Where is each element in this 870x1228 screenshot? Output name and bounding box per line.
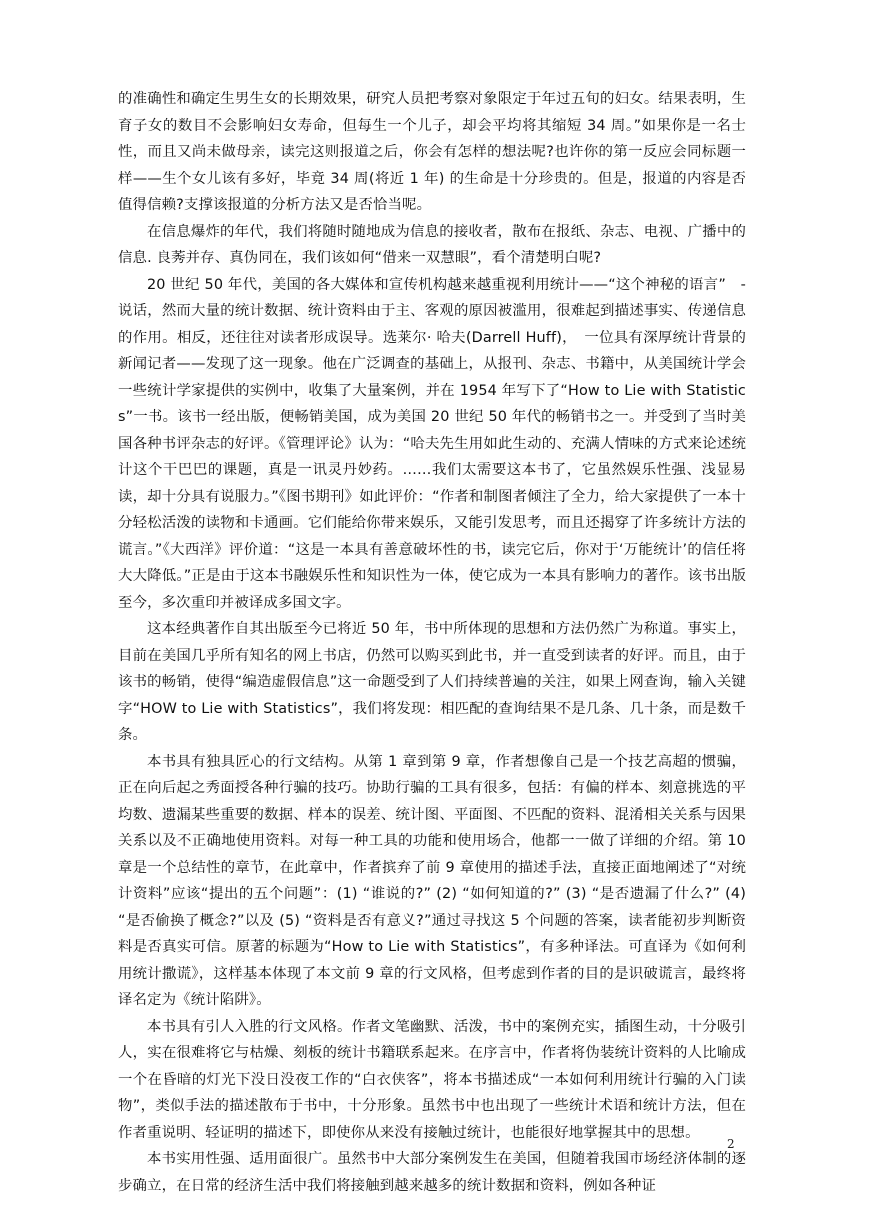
- paragraph-book-history: 20 世纪 50 年代，美国的各大媒体和宣传机构越来越重视利用统计——“这个神秘的语言” -说话，然而大量的统计数据、统计资料由于主、客观的原因被滥用，很难起到描述事实、传递信息的作用。相反，还往往对读者形成误导。选莱尔· 哈夫(Darrell Huff)， 一位具有深厚统计背景的新闻记者——发现了这一现象。他在广泛调查的基础上，从报刊、杂志、书籍中，从美国统计学会一些统计学家提供的实例中，收集了大量案例，并在 1954 年写下了“How to Lie with Statistics”一书。该书一经出版，便畅销美国，成为美国 20 世纪 50 年代的畅销书之一。并受到了当时美国各种书评杂志的好评。《管理评论》认为：“哈夫先生用如此生动的、充满人情味的方式来论述统计这个干巴巴的课题，真是一讯灵丹妙药。……我们太需要这本书了，它虽然娱乐性强、浅显易读，却十分具有说服力。”《图书期刊》如此评价：“作者和制图者倾注了全力，给大家提供了一本十分轻松活泼的读物和卡通画。它们能给你带来娱乐，又能引发思考，而且还揭穿了许多统计方法的谎言。”《大西洋》评价道：“这是一本具有善意破坏性的书，读完它后，你对于‘万能统计’的信任将大大降低。”正是由于这本书融娱乐性和知识性为一体，使它成为一本具有影响力的著作。该书出版至今，多次重印并被译成多国文字。: [118, 276, 746, 611]
- paragraph-book-practicality: 本书实用性强、适用面很广。虽然书中大部分案例发生在美国，但随着我国市场经济体制的逐步确立，在日常的经济生活中我们将接触到越来越多的统计数据和资料，例如各种证: [118, 1151, 746, 1194]
- paragraph-continuation: 的准确性和确定生男生女的长期效果，研究人员把考察对象限定于年过五旬的妇女。结果表明，生育子女的数目不会影响妇女寿命，但每生一个儿子，却会平均将其缩短 34 周。”如果你是一名士性，而且又尚未做母亲，读完这则报道之后，你会有怎样的想法呢?也许你的第一反应会同标题一样——生个女儿该有多好，毕竟 34 周(将近 1 年) 的生命是十分珍贵的。但是，报道的内容是否值得信赖?支撑该报道的分析方法又是否恰当呢。: [118, 91, 746, 213]
- paragraph-book-structure: 本书具有独具匠心的行文结构。从第 1 章到第 9 章，作者想像自己是一个技艺高超的惯骗，正在向后起之秀面授各种行骗的技巧。协助行骗的工具有很多，包括：有偏的样本、刻意挑选的平均数、遗漏某些重要的数据、样本的误差、统计图、平面图、不匹配的资料、混淆相关关系与因果关系以及不正确地使用资料。对每一种工具的功能和使用场合，他都一一做了详细的介绍。第 10 章是一个总结性的章节，在此章中，作者摈弃了前 9 章使用的描述手法，直接正面地阐述了“对统计资料”应该“提出的五个问题”：(1) “谁说的?” (2) “如何知道的?” (3) “是否遗漏了什么?” (4) “是否偷换了概念?”以及 (5) “资料是否有意义?”通过寻找这 5 个问题的答案，读者能初步判断资料是否真实可信。原著的标题为“How to Lie with Statistics”，有多种译法。可直译为《如何利用统计撒谎》，这样基本体现了本文前 9 章的行文风格，但考虑到作者的目的是识破谎言，最终将译名定为《统计陷阱》。: [118, 753, 746, 1008]
- paragraph-book-style: 本书具有引人入胜的行文风格。作者文笔幽默、活泼，书中的案例充实，插图生动，十分吸引人，实在很难将它与枯燥、刻板的统计书籍联系起来。在序言中，作者将伪装统计资料的人比喻成一个在昏暗的灯光下没日没夜工作的“白衣侠客”，将本书描述成“一本如何利用统计行骗的入门读物”，类似手法的描述散布于书中，十分形象。虽然书中也出现了一些统计术语和统计方法，但在作者重说明、轻证明的描述下，即使你从来没有接触过统计，也能很好地掌握其中的思想。: [118, 1018, 746, 1141]
- paragraph-information-age: 在信息爆炸的年代，我们将随时随地成为信息的接收者，散布在报纸、杂志、电视、广播中的信息. 良莠并存、真伪同在，我们该如何“借来一双慧眼”，看个清楚明白呢?: [118, 223, 746, 266]
- page-number: 2: [727, 1137, 735, 1151]
- paragraph-book-legacy: 这本经典著作自其出版至今已将近 50 年，书中所体现的思想和方法仍然广为称道。事实上，目前在美国几乎所有知名的网上书店，仍然可以购买到此书，并一直受到读者的好评。而且，由于该书的畅销，使得“编造虚假信息”这一命题受到了人们持续普遍的关注，如果上网查询，输入关键字“HOW to Lie with Statistics”，我们将发现：相匹配的查询结果不是几条、几十条，而是数千条。: [118, 621, 746, 743]
- document-body: [118, 86, 746, 1199]
